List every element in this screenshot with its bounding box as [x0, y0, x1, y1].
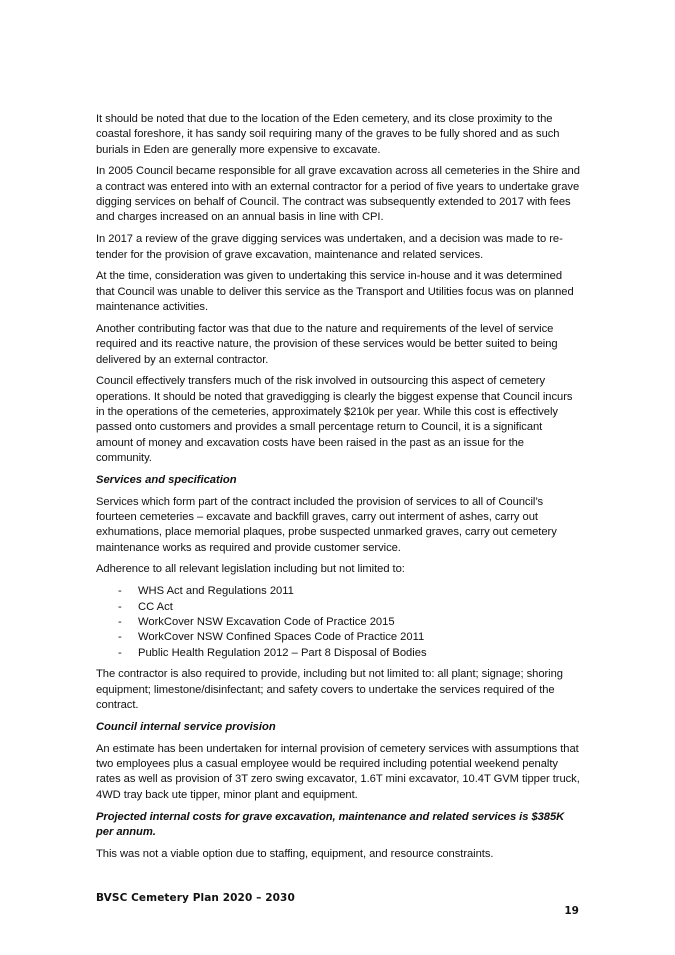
- paragraph-services-intro: Services which form part of the contract included the provision of services to all of Council’s fourteen cemeteries – excavate and backfill graves, carry out interment of ashes, carry out exhumations, place memorial plaques, probe suspected unmarked graves, carry out cemetery maintenance works as required and provide customer service.: [96, 495, 557, 554]
- paragraph-conclusion: This was not a viable option due to staffing, equipment, and resource constraints.: [96, 847, 494, 860]
- paragraph-risk-transfer: Council effectively transfers much of the risk involved in outsourcing this aspect of cemetery operations. It should be noted that gravedigging is clearly the biggest expense that Council incurs in the operations of the cemeteries, approximately $210k per year. While this cost is effectively passed onto customers and provides a small percentage return to Council, it is a significant amount of money and excavation costs have been raised in the past as an issue for the community.: [96, 375, 573, 464]
- paragraph-2017-review: In 2017 a review of the grave digging services was undertaken, and a decision was made to re-tender for the provision of grave excavation, maintenance and related services.: [96, 233, 563, 261]
- document-body: [96, 112, 582, 869]
- list-item: [96, 600, 582, 615]
- list-item: [96, 615, 582, 630]
- list-item-text: WorkCover NSW Confined Spaces Code of Practice 2011: [138, 631, 425, 644]
- paragraph-2005-contract: In 2005 Council became responsible for all grave excavation across all cemeteries in the Shire and a contract was entered into with an external contractor for a period of five years to undertake grave digging services on behalf of Council. The contract was subsequently extended to 2017 with fees and charges increased on an annual basis in line with CPI.: [96, 165, 580, 224]
- page-number: 19: [564, 905, 579, 917]
- paragraph-contributing-factor: Another contributing factor was that due to the nature and requirements of the level of service required and its reactive nature, the provision of these services would be better suited to being delivered by an external contractor.: [96, 322, 558, 366]
- list-item-text: CC Act: [138, 600, 173, 613]
- list-item-text: Public Health Regulation 2012 – Part 8 Disposal of Bodies: [138, 646, 427, 659]
- heading-services-specification: Services and specification: [96, 473, 237, 486]
- list-item: [96, 584, 582, 599]
- list-item-text: WorkCover NSW Excavation Code of Practice 2015: [138, 615, 395, 628]
- dash-bullet: -: [118, 646, 122, 659]
- paragraph-internal-estimate: An estimate has been undertaken for internal provision of cemetery services with assumptions that two employees plus a casual employee would be required including potential weekend penalty rates as well as provision of 3T zero swing excavator, 1.6T mini excavator, 10.4T GVM tipper truck, 4WD tray back ute tipper, minor plant and equipment.: [96, 742, 580, 801]
- dash-bullet: -: [118, 600, 122, 613]
- list-item-text: WHS Act and Regulations 2011: [138, 585, 294, 598]
- dash-bullet: -: [118, 615, 122, 628]
- paragraph-legislation-intro: Adherence to all relevant legislation including but not limited to:: [96, 563, 405, 576]
- list-item: [96, 646, 582, 661]
- legislation-list: [96, 584, 582, 660]
- paragraph-eden-cemetery: It should be noted that due to the location of the Eden cemetery, and its close proximity to the coastal foreshore, it has sandy soil requiring many of the graves to be fully shored and as such burials in Eden are generally more expensive to excavate.: [96, 113, 560, 156]
- heading-internal-service-provision: Council internal service provision: [96, 720, 276, 733]
- paragraph-projected-costs: Projected internal costs for grave excavation, maintenance and related services is $385K per annum.: [96, 810, 565, 838]
- paragraph-in-house-consideration: At the time, consideration was given to undertaking this service in-house and it was determined that Council was unable to deliver this service as the Transport and Utilities focus was on planned maintenance activities.: [96, 270, 574, 314]
- paragraph-contractor-requirements: The contractor is also required to provide, including but not limited to: all plant; signage; shoring equipment; limestone/disinfectant; and safety covers to undertake the services required of the contract.: [96, 668, 563, 712]
- dash-bullet: -: [118, 631, 122, 644]
- dash-bullet: -: [118, 585, 122, 598]
- list-item: [96, 630, 582, 645]
- footer-title: BVSC Cemetery Plan 2020 – 2030: [96, 892, 295, 904]
